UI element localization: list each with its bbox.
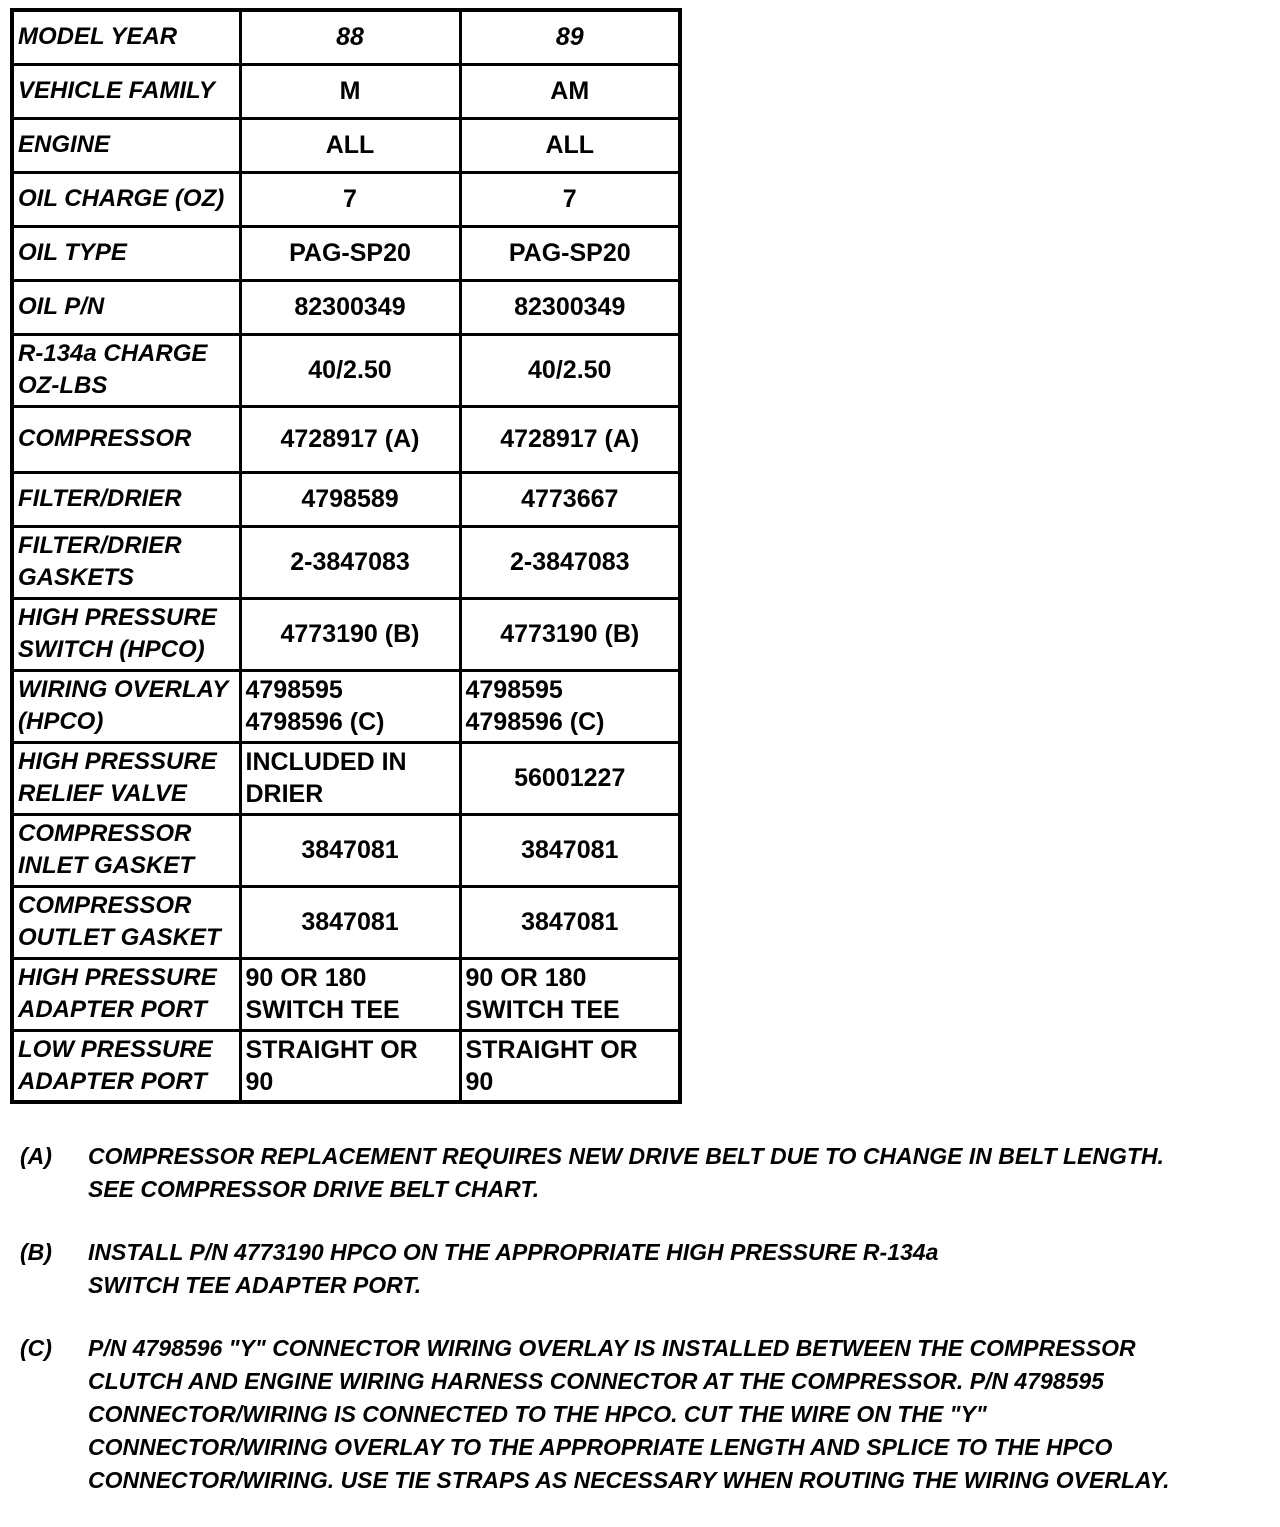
- cell-88-line: 90: [245, 1067, 274, 1096]
- cell-89: [460, 670, 680, 742]
- row-label-line: ADAPTER PORT: [18, 1067, 207, 1095]
- cell-88-line: 90 OR 180: [245, 964, 367, 992]
- row-label: COMPRESSOR: [12, 406, 240, 472]
- table-row: [12, 958, 680, 1030]
- footnote-line: INSTALL P/N 4773190 HPCO ON THE APPROPRIATE HIGH PRESSURE R-134a: [88, 1239, 939, 1265]
- cell-89: 56001227: [460, 742, 680, 814]
- footnote-line: CONNECTOR/WIRING. USE TIE STRAPS AS NECESSARY WHEN ROUTING THE WIRING OVERLAY.: [88, 1467, 1170, 1493]
- row-label: [12, 886, 240, 958]
- row-label-line: (HPCO): [18, 708, 104, 735]
- cell-89-line: 4798596 (C): [465, 708, 605, 736]
- cell-89-line: STRAIGHT OR: [465, 1035, 638, 1064]
- cell-89: 82300349: [460, 280, 680, 334]
- header-row: [12, 10, 680, 64]
- table-row: [12, 406, 680, 472]
- footnote-mark: (B): [20, 1239, 52, 1265]
- row-label-line: HIGH PRESSURE: [18, 748, 217, 775]
- footnote-text: [88, 1140, 1270, 1206]
- cell-88: 4728917 (A): [240, 406, 460, 472]
- row-label: VEHICLE FAMILY: [12, 64, 240, 118]
- footnote: [20, 1140, 1270, 1206]
- cell-88: [240, 670, 460, 742]
- cell-88: PAG-SP20: [240, 226, 460, 280]
- footnote: [20, 1236, 1270, 1302]
- cell-89-line: 4798595: [465, 676, 563, 704]
- footnote-line: CONNECTOR/WIRING OVERLAY TO THE APPROPRIATE LENGTH AND SPLICE TO THE HPCO: [88, 1434, 1113, 1460]
- cell-88-line: 4798596 (C): [245, 708, 385, 736]
- row-label: FILTER/DRIER: [12, 472, 240, 526]
- spec-table: [10, 8, 682, 1104]
- table-row: [12, 598, 680, 670]
- row-label-line: SWITCH (HPCO): [18, 636, 205, 663]
- cell-88: 3847081: [240, 886, 460, 958]
- table-row: [12, 172, 680, 226]
- row-label-line: HIGH PRESSURE: [18, 604, 217, 631]
- row-label: [12, 526, 240, 598]
- cell-88: [240, 742, 460, 814]
- cell-89: PAG-SP20: [460, 226, 680, 280]
- table-row: [12, 886, 680, 958]
- cell-89: AM: [460, 64, 680, 118]
- cell-89: [460, 1030, 680, 1102]
- row-label-line: OUTLET GASKET: [18, 924, 221, 951]
- cell-88: 3847081: [240, 814, 460, 886]
- row-label-line: COMPRESSOR: [18, 892, 192, 919]
- table-row: [12, 64, 680, 118]
- cell-89-line: SWITCH TEE: [465, 996, 620, 1024]
- cell-88: ALL: [240, 118, 460, 172]
- footnote-text: [88, 1236, 1270, 1302]
- cell-88: 40/2.50: [240, 334, 460, 406]
- row-label-line: FILTER/DRIER: [18, 532, 182, 559]
- footnote-text: [88, 1332, 1270, 1497]
- table-row: [12, 334, 680, 406]
- table-row: [12, 118, 680, 172]
- row-label: OIL TYPE: [12, 226, 240, 280]
- row-label-line: HIGH PRESSURE: [18, 964, 217, 991]
- cell-88-line: STRAIGHT OR: [245, 1035, 418, 1064]
- cell-88: [240, 958, 460, 1030]
- column-header-89: 89: [460, 10, 680, 64]
- row-label-line: COMPRESSOR: [18, 820, 192, 847]
- footnote-mark: (A): [20, 1143, 52, 1169]
- cell-89: 3847081: [460, 886, 680, 958]
- cell-89: ALL: [460, 118, 680, 172]
- cell-89: 3847081: [460, 814, 680, 886]
- row-label-line: LOW PRESSURE: [18, 1035, 213, 1063]
- row-label: ENGINE: [12, 118, 240, 172]
- table-row: [12, 280, 680, 334]
- cell-88: [240, 1030, 460, 1102]
- table-row: [12, 472, 680, 526]
- cell-88-line: INCLUDED IN: [245, 748, 407, 776]
- table-row: [12, 226, 680, 280]
- row-label: [12, 598, 240, 670]
- cell-89: 4728917 (A): [460, 406, 680, 472]
- cell-89: 7: [460, 172, 680, 226]
- cell-88-line: DRIER: [245, 780, 324, 808]
- cell-89-line: 90: [465, 1067, 494, 1096]
- cell-88: 4798589: [240, 472, 460, 526]
- row-label: OIL P/N: [12, 280, 240, 334]
- table-row: [12, 814, 680, 886]
- row-label: [12, 670, 240, 742]
- cell-88: 4773190 (B): [240, 598, 460, 670]
- cell-88-line: SWITCH TEE: [245, 996, 400, 1024]
- footnote-line: COMPRESSOR REPLACEMENT REQUIRES NEW DRIVE BELT DUE TO CHANGE IN BELT LENGTH.: [88, 1143, 1164, 1169]
- footnotes: [20, 1140, 1270, 1527]
- cell-89: 40/2.50: [460, 334, 680, 406]
- row-label-line: RELIEF VALVE: [18, 780, 187, 807]
- cell-89: 2-3847083: [460, 526, 680, 598]
- table-row: [12, 670, 680, 742]
- row-label: [12, 814, 240, 886]
- cell-88: 82300349: [240, 280, 460, 334]
- footnote-line: P/N 4798596 "Y" CONNECTOR WIRING OVERLAY IS INSTALLED BETWEEN THE COMPRESSOR: [88, 1335, 1136, 1361]
- footnote-line: SWITCH TEE ADAPTER PORT.: [88, 1272, 422, 1298]
- row-label-line: INLET GASKET: [18, 852, 195, 879]
- spec-table-body: [12, 64, 680, 1102]
- row-label-line: WIRING OVERLAY: [18, 676, 229, 703]
- footnote-line: CLUTCH AND ENGINE WIRING HARNESS CONNECTOR AT THE COMPRESSOR. P/N 4798595: [88, 1368, 1104, 1394]
- row-label: [12, 742, 240, 814]
- footnote-mark: (C): [20, 1335, 52, 1361]
- footnote: [20, 1332, 1270, 1497]
- row-label: [12, 958, 240, 1030]
- cell-89-line: 90 OR 180: [465, 964, 587, 992]
- cell-89: 4773667: [460, 472, 680, 526]
- cell-89: [460, 958, 680, 1030]
- table-row: [12, 526, 680, 598]
- row-label-line: R-134a CHARGE: [18, 340, 208, 367]
- row-label-line: GASKETS: [18, 564, 135, 591]
- row-label-line: OZ-LBS: [18, 372, 108, 399]
- row-label: OIL CHARGE (OZ): [12, 172, 240, 226]
- column-header-88: 88: [240, 10, 460, 64]
- cell-88: 7: [240, 172, 460, 226]
- cell-88: 2-3847083: [240, 526, 460, 598]
- row-label: [12, 1030, 240, 1102]
- row-label: [12, 334, 240, 406]
- footnote-line: SEE COMPRESSOR DRIVE BELT CHART.: [88, 1176, 540, 1202]
- cell-88: M: [240, 64, 460, 118]
- cell-88-line: 4798595: [245, 676, 343, 704]
- table-row: [12, 1030, 680, 1102]
- column-header-label: MODEL YEAR: [12, 10, 240, 64]
- table-row: [12, 742, 680, 814]
- cell-89: 4773190 (B): [460, 598, 680, 670]
- row-label-line: ADAPTER PORT: [18, 996, 207, 1023]
- footnote-line: CONNECTOR/WIRING IS CONNECTED TO THE HPCO. CUT THE WIRE ON THE "Y": [88, 1401, 987, 1427]
